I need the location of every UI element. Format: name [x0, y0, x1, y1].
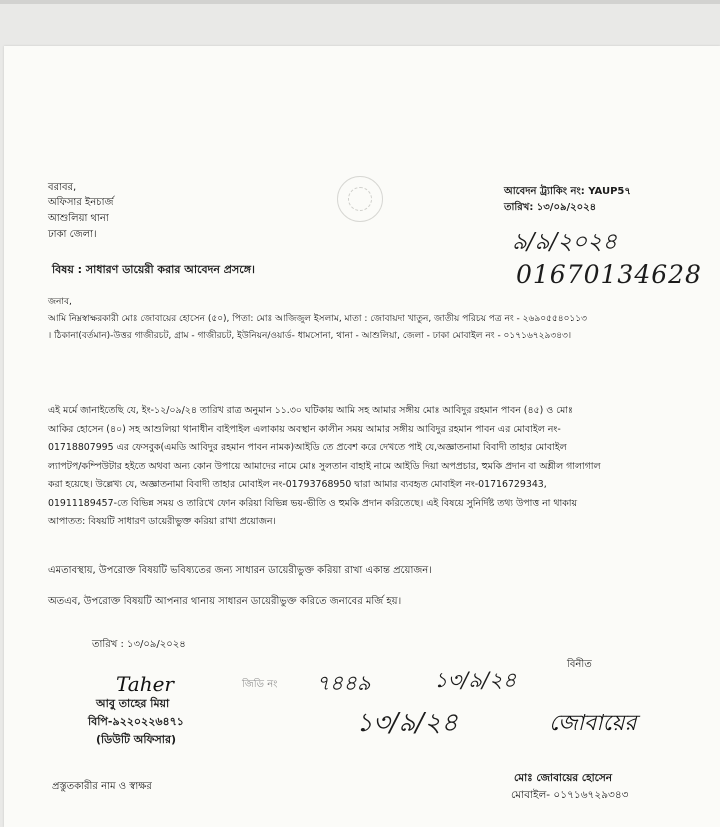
recipient-line: আশুলিয়া থানা [48, 213, 109, 224]
salutation: জনাব, [48, 297, 72, 307]
officer-role: (ডিউটি অফিসার) [96, 733, 177, 746]
application-number: আবেদন ট্র্যাকিং নং: YAUP5৭ [504, 186, 631, 197]
body-line: 01718807995 এর ফেসবুক(এমডি আবিদুর রহমান পাবন নামক)আইডি তে প্রবেশ করে দেখতে পাই যে,অজ্ঞাতনামা বিবাদী তাহার মোবাইল [48, 442, 567, 453]
document-page [4, 46, 720, 827]
applicant-mobile: মোবাইল- ০১৭১৬৭২৯৩৪৩ [511, 789, 629, 801]
officer-signature: Taher [116, 672, 174, 696]
gd-stamp-label: জিডি নং [242, 679, 278, 690]
body-line: এই মর্মে জানাইতেছি যে, ইং-১২/০৯/২৪ তারিখ রাত্র অনুমান ১১.৩০ ঘটিকায় আমি সহ আমার সঙ্গীয় মোঃ আবিদুর রহমান পাবন (৪৫) ও মোঃ [48, 405, 573, 416]
intro-line: আমি নিম্নস্বাক্ষরকারী মোঃ জোবায়ের হোসেন (৫০), পিতা: মোঃ আজিজুল ইসলাম, মাতা : জোবায়দা খাতুন, জাতীয় পরিচয় পত্র নং - ২৬৯০৫৫৪০১১৩ [48, 314, 587, 324]
paragraph-closing: অতএব, উপরোক্ত বিষয়টি আপনার থানায় সাধারন ডায়েরীভুক্ত করিতে জনাবের মর্জি হয়। [48, 596, 402, 607]
recipient-line: ঢাকা জেলা। [48, 229, 97, 240]
body-line: আপাতত: বিষয়টি সাধারণ ডায়েরীভুক্ত করিয়া রাখা প্রয়োজন। [48, 516, 276, 527]
stamp-signature-date: ১৩/৯/২৪ [356, 708, 458, 738]
date-bottom: তারিখ : ১৩/০৯/২০২৪ [92, 639, 186, 650]
officer-bp-number: বিপি-৯২২০২২৬৪৭১ [88, 715, 184, 728]
body-line: আকির হোসেন (৪০) সহ আশুলিয়া থানাধীন বাইপাইল এলাকায় অবস্থান কালীন সময় আমার সঙ্গীয় আবিদুর রহমান পাবন এর মোবাইল নং- [48, 423, 561, 435]
recipient-line: বরাবর, [48, 182, 77, 193]
body-paragraph [48, 402, 601, 532]
government-emblem-watermark [337, 176, 383, 222]
gd-stamp-date: ১৩/৯/২৪ [434, 668, 517, 692]
subject-line: বিষয় : সাধারণ ডায়েরী করার আবেদন প্রসঙ্গে। [52, 263, 255, 276]
body-line: 01911189457-তে বিভিন্ন সময় ও তারিখে ফোন করিয়া বিভিন্ন ভয়-ভীতি ও হুমকি প্রদান করিতেছে। এই বিষয়ে সুনির্দিষ্ট তথ্য উপাত্ত না থাকায় [48, 497, 577, 509]
officer-name: আবু তাহের মিয়া [96, 697, 170, 710]
prepared-by-label: প্রস্তুতকারীর নাম ও স্বাক্ষর [52, 781, 152, 792]
intro-line: । ঠিকানা(বর্তমান)-উত্তর গাজীরচট, গ্রাম - গাজীরচট, ইউনিয়ন/ওয়ার্ড- ধামসোনা, থানা - আশুলিয়া, জেলা - ঢাকা মোবাইল নং - ০১৭১৬৭২৯৩৪৩। [48, 331, 572, 341]
intro-paragraph [48, 311, 587, 345]
gd-stamp-number: ৭৪৪৯ [316, 671, 371, 695]
applicant-name: মোঃ জোবায়ের হোসেন [514, 772, 613, 784]
screen-top-bar [0, 0, 720, 4]
handwritten-phone-number: 01670134628 [516, 260, 702, 289]
paragraph-request: এমতাবস্থায়, উপরোক্ত বিষয়টি ভবিষ্যতের জন্য সাধারন ডায়েরীভুক্ত করিয়া রাখা একান্ত প্রয়োজন। [48, 565, 432, 576]
recipient-line: অফিসার ইনচার্জ [48, 197, 114, 208]
applicant-signature: জোবায়ের [549, 711, 637, 736]
handwritten-gd-date: ৯/৯/২০২৪ [512, 229, 618, 255]
body-line: ল্যাপটপ/কম্পিউটার হইতে অথবা অন্য কোন উপায়ে আমাদের নামে মোঃ সুলতান বাহাই নামে আইডি দিয়া অপপ্রচার, হুমকি প্রদান বা অশ্লীল গালাগাল [48, 460, 601, 472]
closing-word: বিনীত [567, 659, 592, 670]
body-line: করা হয়েছে। উল্লেখ্য যে, অজ্ঞাতনামা বিবাদী তাহার মোবাইল নং-01793768950 দ্বারা আমার ব্যবহৃত মোবাইল নং-01716729343, [48, 479, 547, 490]
date-top: তারিখ: ১৩/০৯/২০২৪ [504, 202, 597, 213]
